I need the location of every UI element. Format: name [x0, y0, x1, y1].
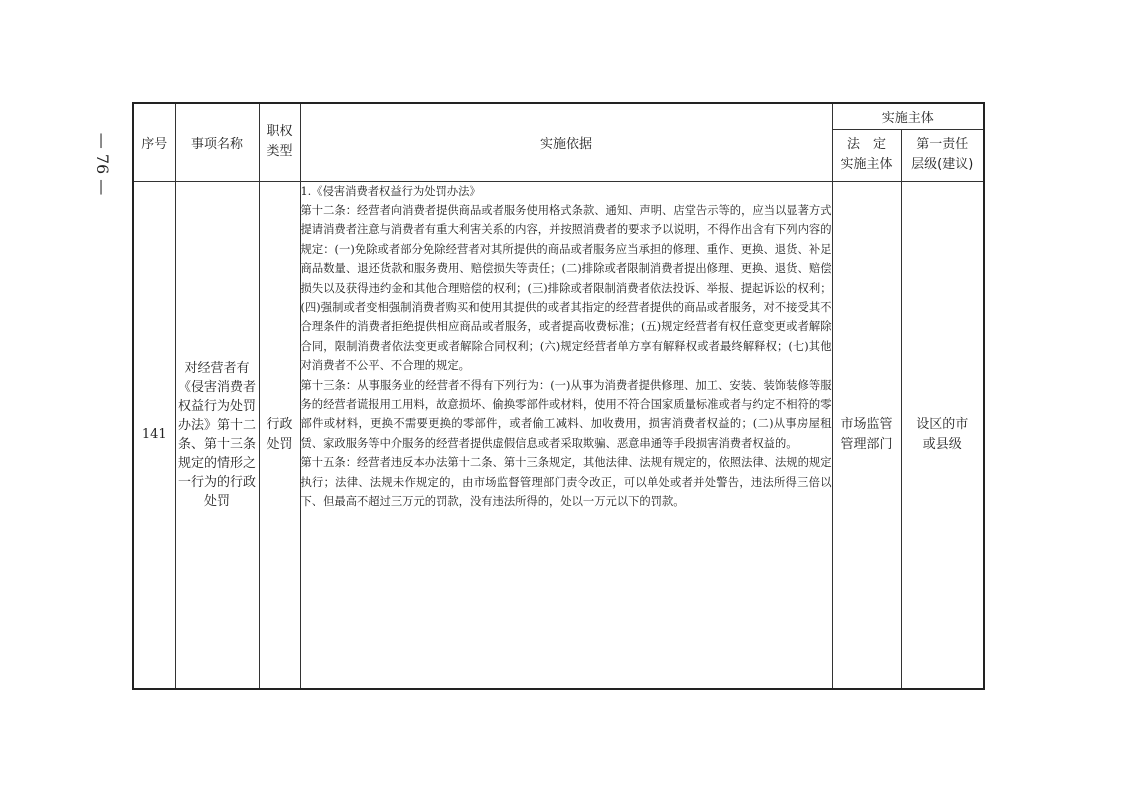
- header-item-name: 事项名称: [175, 103, 259, 181]
- header-first-level-line2: 层级(建议): [911, 157, 974, 172]
- basis-paragraph: 1.《侵害消费者权益行为处罚办法》: [300, 184, 481, 198]
- header-legal-subject-line2: 实施主体: [840, 157, 893, 172]
- header-subject: 实施主体: [832, 103, 984, 129]
- row-seq: 141: [133, 181, 175, 689]
- row-power-type: 行政处罚: [259, 181, 300, 689]
- header-power-type: [259, 103, 300, 181]
- basis-paragraph: 第十五条：经营者违反本办法第十二条、第十三条规定，其他法律、法规有规定的，依照法律、法规的规定执行；法律、法规未作规定的，由市场监督管理部门责令改正，可以单处或者并处警告，违法所得三倍以下、但最高不超过三万元的罚款，没有违法所得的，处以一万元以下的罚款。: [300, 456, 832, 508]
- page-number: — 76 —: [93, 132, 113, 196]
- basis-paragraph: 第十二条：经营者向消费者提供商品或者服务使用格式条款、通知、声明、店堂告示等的，应当以显著方式提请消费者注意与消费者有重大利害关系的内容，并按照消费者的要求予以说明，不得作出含有下列内容的规定：(一)免除或者部分免除经营者对其所提供的商品或者服务应当承担的修理、重作、更换、退货、补足商品数量、退还货款和服务费用、赔偿损失等责任；(二)排除或者限制消费者提出修理、更换、退货、赔偿损失以及获得违约金和其他合理赔偿的权利；(三)排除或者限制消费者依法投诉、举报、提起诉讼的权利；(四)强制或者变相强制消费者购买和使用其提供的或者其指定的经营者提供的商品或者服务，对不接受其不合理条件的消费者拒绝提供相应商品或者服务，或者提高收费标准；(五)规定经营者有权任意变更或者解除合同，限制消费者依法变更或者解除合同权利；(六)规定经营者单方享有解释权或者最终解释权；(七)其他对消费者不公平、不合理的规定。: [300, 203, 832, 373]
- header-legal-subject-line1: 法 定: [846, 137, 886, 152]
- row-first-level: 设区的市或县级: [901, 181, 984, 689]
- row-legal-subject: 市场监管管理部门: [832, 181, 901, 689]
- header-legal-subject: [832, 129, 901, 181]
- enforcement-table: [132, 102, 985, 690]
- header-seq: 序号: [133, 103, 175, 181]
- row-basis: [300, 181, 832, 689]
- header-basis: 实施依据: [300, 103, 832, 181]
- basis-paragraph: 第十三条：从事服务业的经营者不得有下列行为：(一)从事为消费者提供修理、加工、安装、装饰装修等服务的经营者谎报用工用料，故意损坏、偷换零部件或材料，使用不符合国家质量标准或者与约定不相符的零部件或材料，更换不需要更换的零部件，或者偷工减料、加收费用，损害消费者权益的；(二)从事房屋租赁、家政服务等中介服务的经营者提供虚假信息或者采取欺骗、恶意串通等手段损害消费者权益的。: [300, 378, 832, 450]
- header-power-type-line2: 类型: [266, 144, 293, 160]
- header-power-type-line1: 职权: [266, 124, 293, 140]
- header-first-level-line1: 第一责任: [916, 137, 969, 152]
- header-first-level: [901, 129, 984, 181]
- row-item-name: 对经营者有《侵害消费者权益行为处罚办法》第十二条、第十三条规定的情形之一行为的行政处罚: [175, 181, 259, 689]
